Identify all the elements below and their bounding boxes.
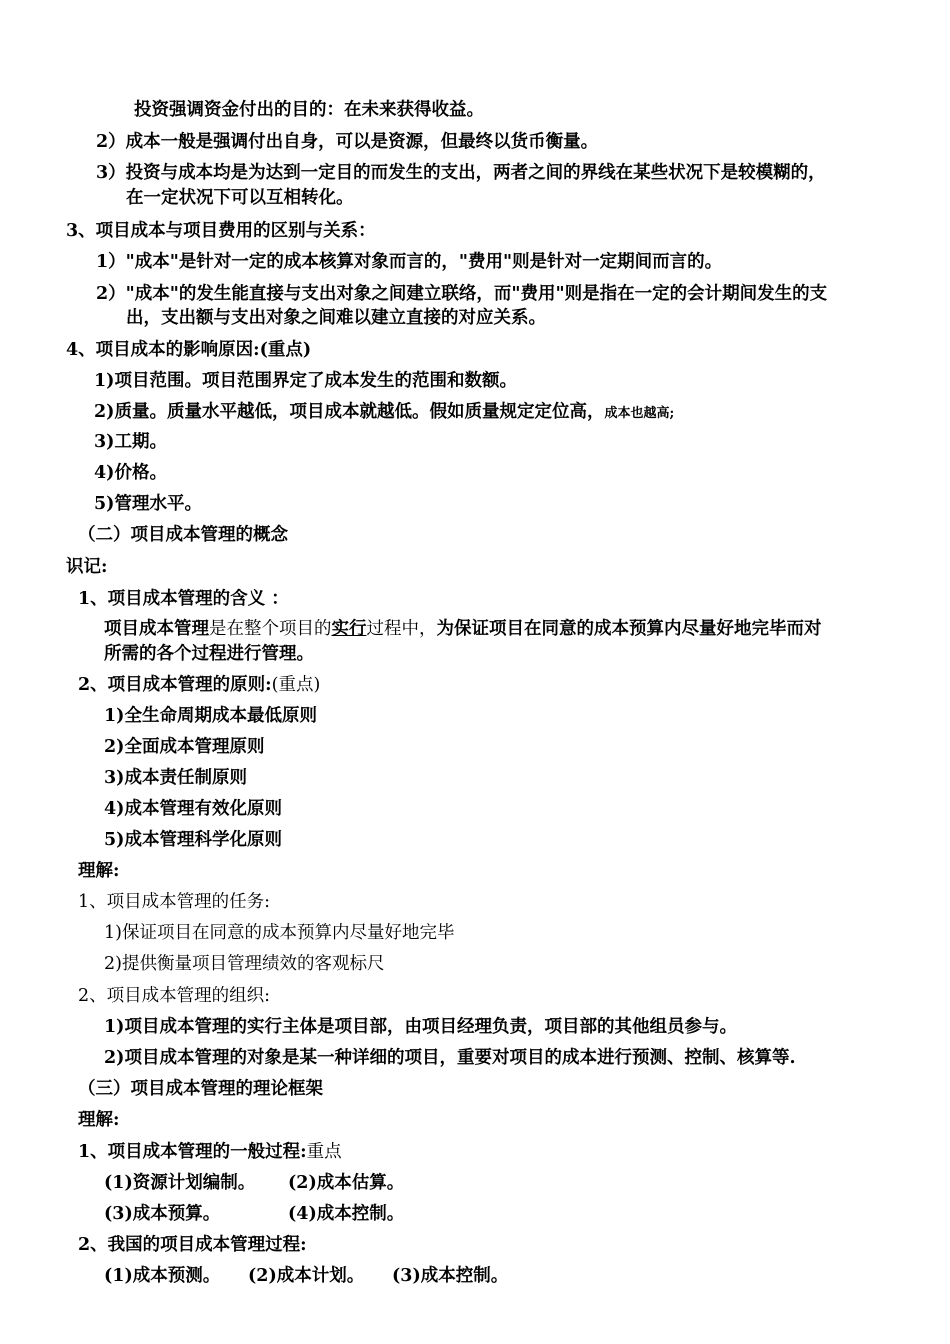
general-process-heading-note: 重点 [306,1142,342,1162]
section-title-part2: （二）项目成本管理的概念 [78,525,288,545]
process-step-cost-budgeting: (3)成本预算。 [104,1204,221,1224]
principles-heading-text: 2、项目成本管理的原则: [78,675,272,695]
list-item-task-2: 2)提供衡量项目管理绩效的客观标尺 [104,954,385,974]
list-item-factor-management: 5)管理水平。 [94,494,202,514]
label-lijie-part3: 理解: [78,1110,120,1130]
definition-underlined-word: 实行 [331,619,367,639]
list-item-organization-1: 1)项目成本管理的实行主体是项目部，由项目经理负责，项目部的其他组员参与。 [104,1017,737,1037]
china-step-forecast: (1)成本预测。 [104,1266,221,1286]
process-step-cost-control: (4)成本控制。 [288,1204,405,1224]
list-item-principle: 1)全生命周期成本最低原则 [104,706,317,726]
process-step-resource-planning: (1)资源计划编制。 [104,1173,256,1193]
section-heading-cost-factors: 4、项目成本的影响原因:(重点) [66,340,312,360]
china-step-control: (3)成本控制。 [392,1266,509,1286]
list-item-principle: 4)成本管理有效化原则 [104,799,282,819]
heading-cost-management-meaning: 1、项目成本管理的含义 ： [78,589,289,609]
list-item-cost-expense-1: 1）"成本"是针对一定的成本核算对象而言的，"费用"则是针对一定期间而言的。 [96,252,723,272]
list-item-factor-quality [94,400,674,426]
list-item-cost-expense-2-cont: 出，支出额与支出对象之间难以建立直接的对应关系。 [126,308,546,328]
factor-quality-small-text: 成本也越高; [604,406,675,421]
paragraph-definition-cont: 所需的各个过程进行管理。 [104,644,314,664]
list-item-factor-scope: 1)项目范围。项目范围界定了成本发生的范围和数额。 [94,371,517,391]
list-item-cost-expense-2: 2）"成本"的发生能直接与支出对象之间建立联络，而"费用"则是指在一定的会计期间发生的支 [96,284,828,304]
china-step-plan: (2)成本计划。 [248,1266,365,1286]
definition-text-2: 过程中， [366,619,437,639]
list-item-principle: 2)全面成本管理原则 [104,737,265,757]
definition-text-1: 是在整个项目的 [209,619,332,639]
list-item-principle: 5)成本管理科学化原则 [104,830,282,850]
list-item-cost-definition: 2）成本一般是强调付出自身，可以是资源，但最终以货币衡量。 [96,132,599,152]
general-process-heading-text: 1、项目成本管理的一般过程: [78,1142,307,1162]
label-lijie: 理解: [78,861,120,881]
list-item-investment-vs-cost: 3）投资与成本均是为达到一定目的而发生的支出，两者之间的界线在某些状况下是较模糊的， [96,163,826,183]
heading-cost-tasks: 1、项目成本管理的任务: [78,892,271,912]
heading-china-process: 2、我国的项目成本管理过程: [78,1235,307,1255]
definition-term: 项目成本管理 [104,619,209,639]
heading-general-process [78,1140,342,1164]
paragraph-investment-purpose: 投资强调资金付出的目的：在未来获得收益。 [134,100,484,120]
paragraph-definition [104,617,822,641]
list-item-factor-price: 4)价格。 [94,463,167,483]
process-step-cost-estimation: (2)成本估算。 [288,1173,405,1193]
label-shiji: 识记: [66,557,108,577]
list-item-factor-schedule: 3)工期。 [94,432,167,452]
list-item-principle: 3)成本责任制原则 [104,768,247,788]
list-item-investment-vs-cost-cont: 在一定状况下可以互相转化。 [126,188,354,208]
section-title-part3: （三）项目成本管理的理论框架 [78,1079,323,1099]
list-item-organization-2: 2)项目成本管理的对象是某一种详细的项目，重要对项目的成本进行预测、控制、核算等. [104,1048,796,1068]
principles-heading-note: (重点) [271,675,321,695]
heading-cost-principles [78,673,320,697]
definition-text-3: 为保证项目在同意的成本预算内尽量好地完毕而对 [436,619,822,639]
factor-quality-text: 2)质量。质量水平越低，项目成本就越低。假如质量规定定位高， [94,402,605,422]
list-item-task-1: 1)保证项目在同意的成本预算内尽量好地完毕 [104,923,455,943]
heading-cost-organization: 2、项目成本管理的组织: [78,986,271,1006]
section-heading-cost-vs-expense: 3、项目成本与项目费用的区别与关系： [66,221,376,241]
